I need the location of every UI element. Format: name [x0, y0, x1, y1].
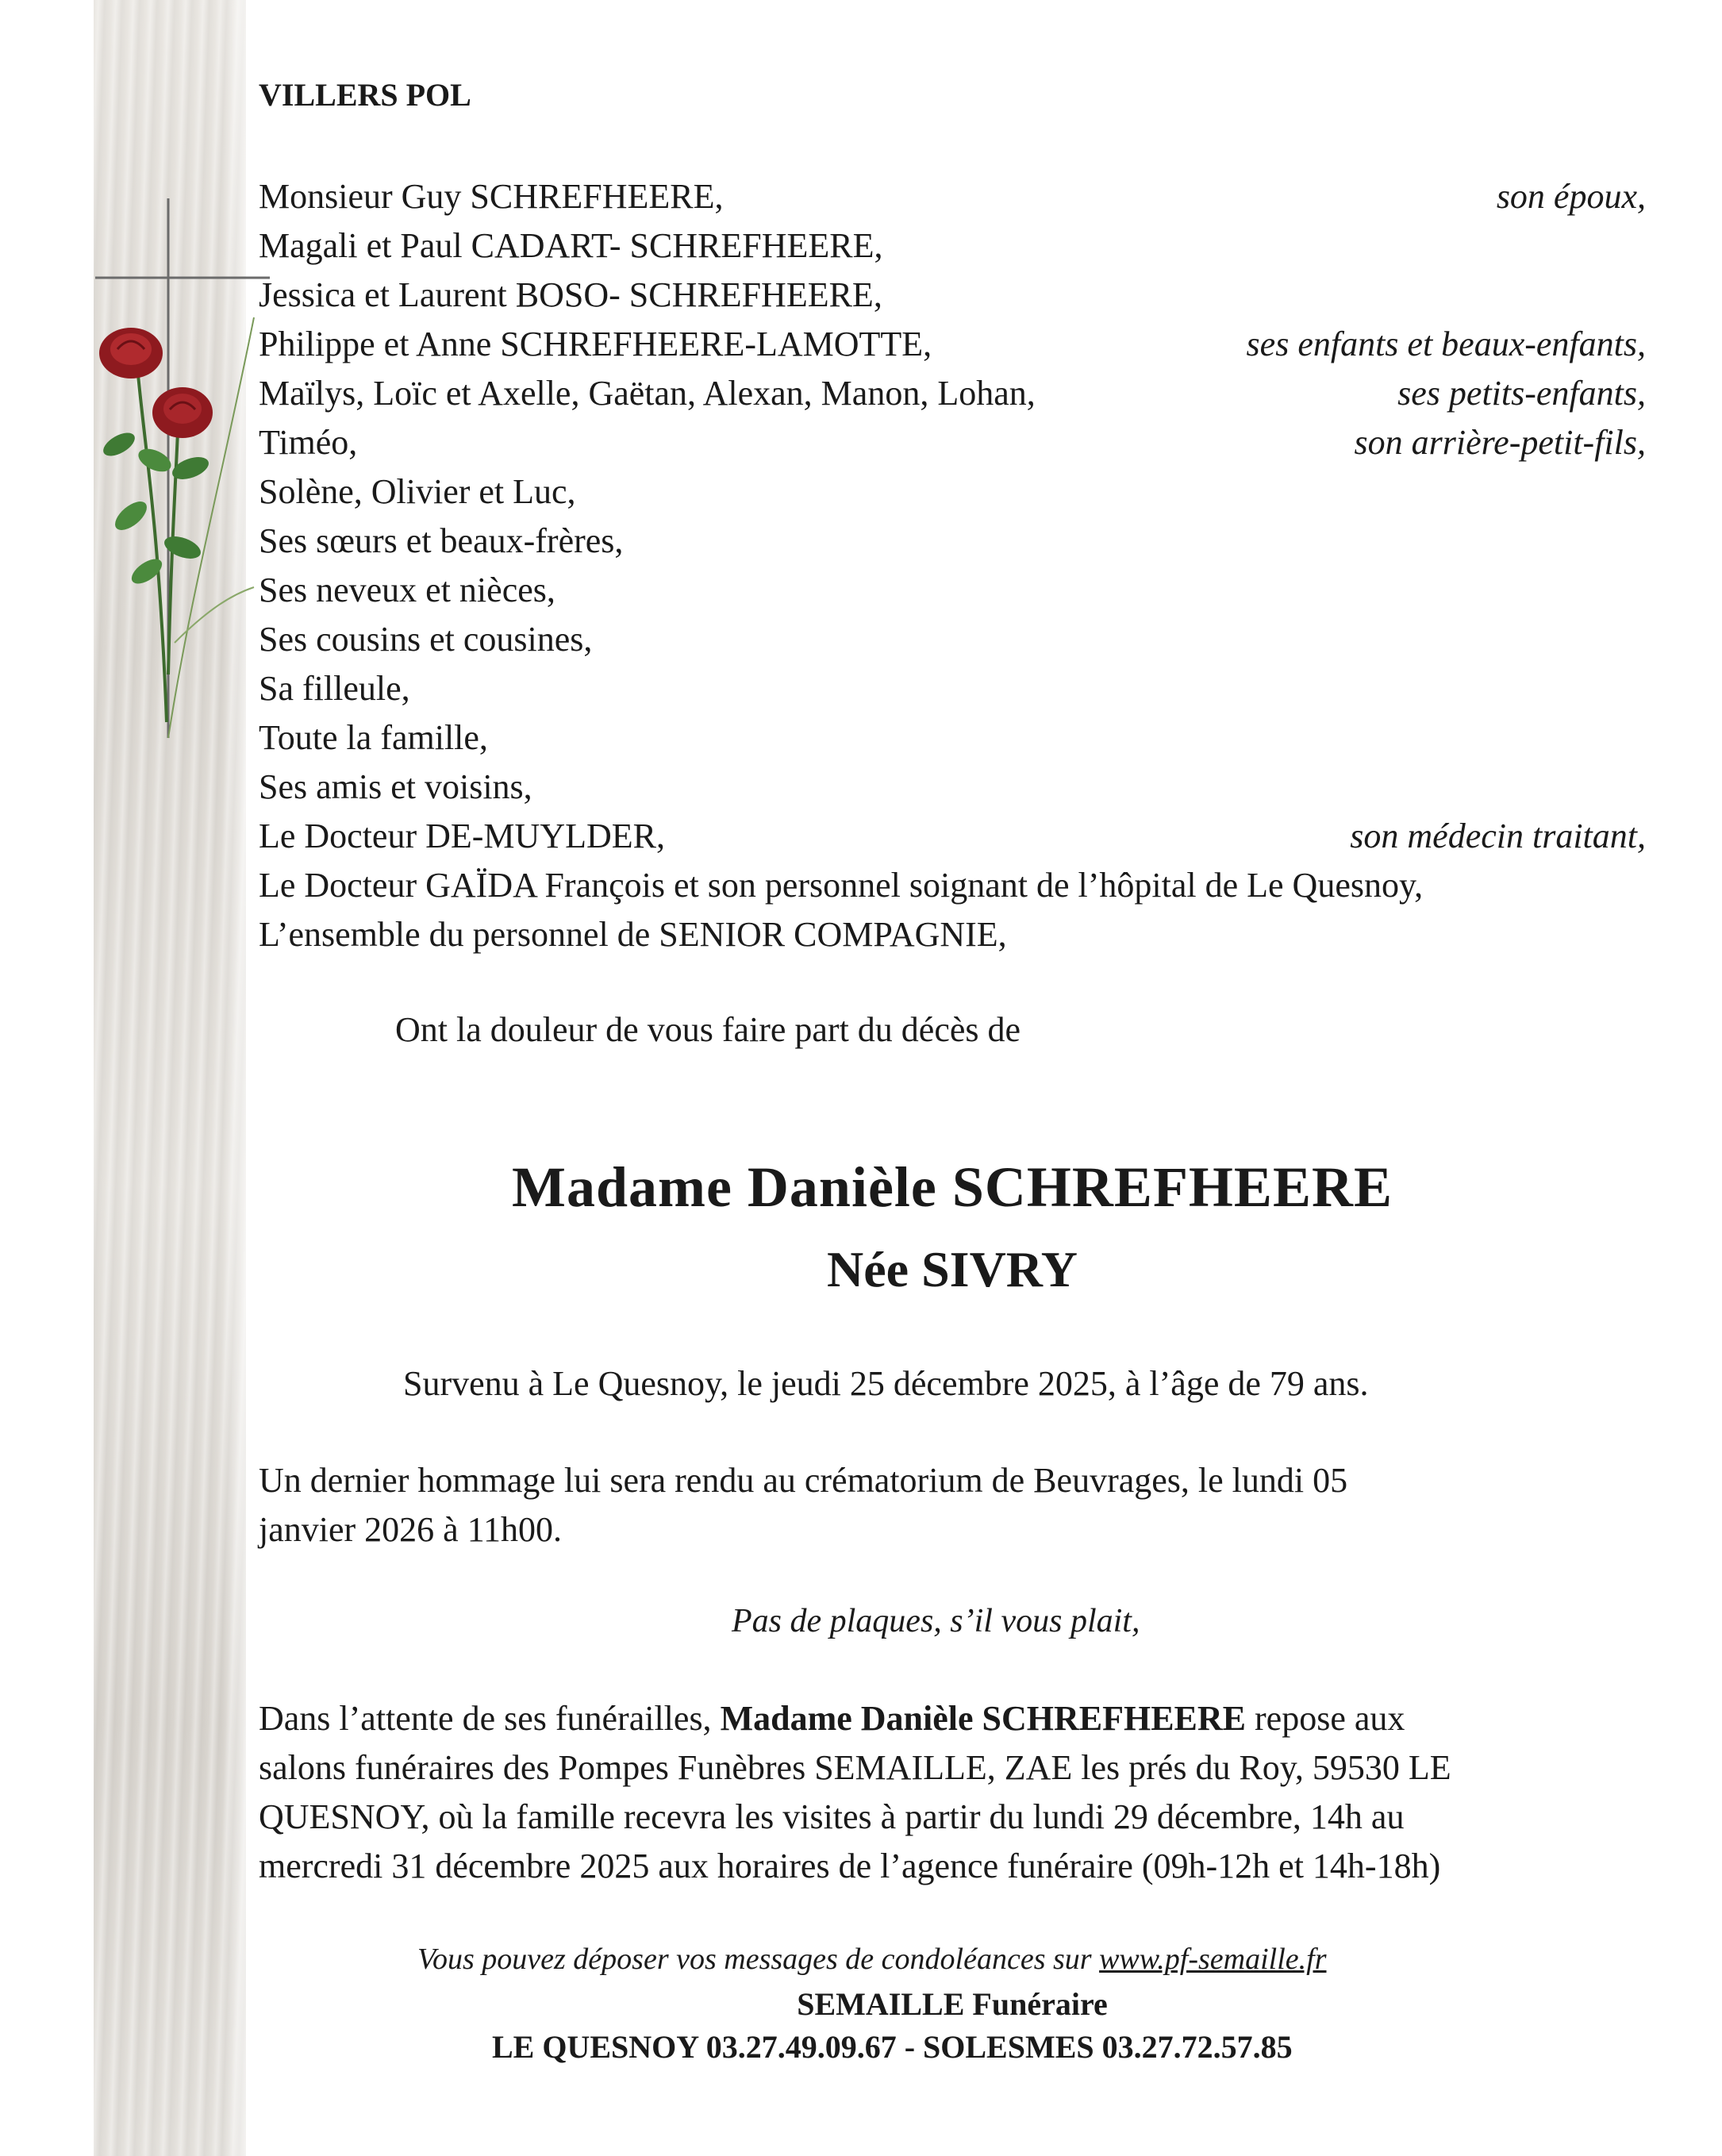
deceased-name: Madame Danièle SCHREFHEERE — [511, 1155, 1393, 1219]
family-name-8: Ses neveux et nièces, — [259, 571, 555, 609]
death-info-text: Survenu à Le Quesnoy, le jeudi 25 décembre 2025, à l’âge de 79 ans. — [403, 1364, 1369, 1403]
family-role-5: son arrière-petit-fils, — [1354, 423, 1646, 462]
village-heading: VILLERS POL — [259, 77, 471, 113]
family-name-6: Solène, Olivier et Luc, — [259, 472, 576, 511]
no-plaques-text: Pas de plaques, s’il vous plait, — [732, 1603, 1140, 1639]
rest-line-1-start: Dans l’attente de ses funérailles, — [259, 1699, 712, 1738]
rest-line-1-end: repose aux — [1255, 1699, 1405, 1738]
announcement-text: Ont la douleur de vous faire part du décès de — [395, 1010, 1021, 1049]
family-name-1: Magali et Paul CADART- SCHREFHEERE, — [259, 226, 883, 265]
tribute-line-2: janvier 2026 à 11h00. — [259, 1510, 563, 1549]
rest-deceased-name: Madame Danièle SCHREFHEERE — [720, 1699, 1247, 1738]
condolences-line — [417, 1944, 1327, 1974]
family-role-13: son médecin traitant, — [1350, 817, 1646, 855]
deceased-birth-name: Née SIVRY — [827, 1241, 1078, 1297]
family-name-11: Toute la famille, — [259, 718, 488, 757]
cross-and-roses-icon — [87, 198, 270, 754]
family-name-7: Ses sœurs et beaux-frères, — [259, 521, 624, 560]
rest-line-3: QUESNOY, où la famille recevra les visites à partir du lundi 29 décembre, 14h au — [259, 1797, 1405, 1836]
family-role-0: son époux, — [1496, 177, 1646, 216]
condolences-text: Vous pouvez déposer vos messages de condoléances sur — [417, 1943, 1092, 1976]
rest-line-2: salons funéraires des Pompes Funèbres SEMAILLE, ZAE les prés du Roy, 59530 LE — [259, 1748, 1451, 1787]
family-name-3: Philippe et Anne SCHREFHEERE-LAMOTTE, — [259, 325, 932, 363]
family-role-4: ses petits-enfants, — [1397, 374, 1646, 413]
rest-line-1 — [259, 1701, 1405, 1736]
family-name-12: Ses amis et voisins, — [259, 767, 532, 806]
website-link[interactable]: www.pf-semaille.fr — [1099, 1943, 1327, 1976]
family-name-2: Jessica et Laurent BOSO- SCHREFHEERE, — [259, 275, 882, 314]
family-name-9: Ses cousins et cousines, — [259, 620, 593, 659]
family-name-0: Monsieur Guy SCHREFHEERE, — [259, 177, 724, 216]
tribute-line-1: Un dernier hommage lui sera rendu au crématorium de Beuvrages, le lundi 05 — [259, 1461, 1348, 1500]
family-name-10: Sa filleule, — [259, 669, 410, 708]
family-name-15: L’ensemble du personnel de SENIOR COMPAGNIE, — [259, 915, 1007, 954]
family-name-14: Le Docteur GAÏDA François et son personnel soignant de l’hôpital de Le Quesnoy, — [259, 866, 1424, 905]
family-name-13: Le Docteur DE-MUYLDER, — [259, 817, 665, 855]
rest-line-4: mercredi 31 décembre 2025 aux horaires de l’agence funéraire (09h-12h et 14h-18h) — [259, 1847, 1441, 1885]
company-phones: LE QUESNOY 03.27.49.09.67 - SOLESMES 03.27.72.57.85 — [492, 2029, 1293, 2065]
family-name-5: Timéo, — [259, 423, 358, 462]
family-role-3: ses enfants et beaux-enfants, — [1246, 325, 1646, 363]
family-name-4: Maïlys, Loïc et Axelle, Gaëtan, Alexan, Manon, Lohan, — [259, 374, 1036, 413]
company-name: SEMAILLE Funéraire — [797, 1986, 1108, 2022]
